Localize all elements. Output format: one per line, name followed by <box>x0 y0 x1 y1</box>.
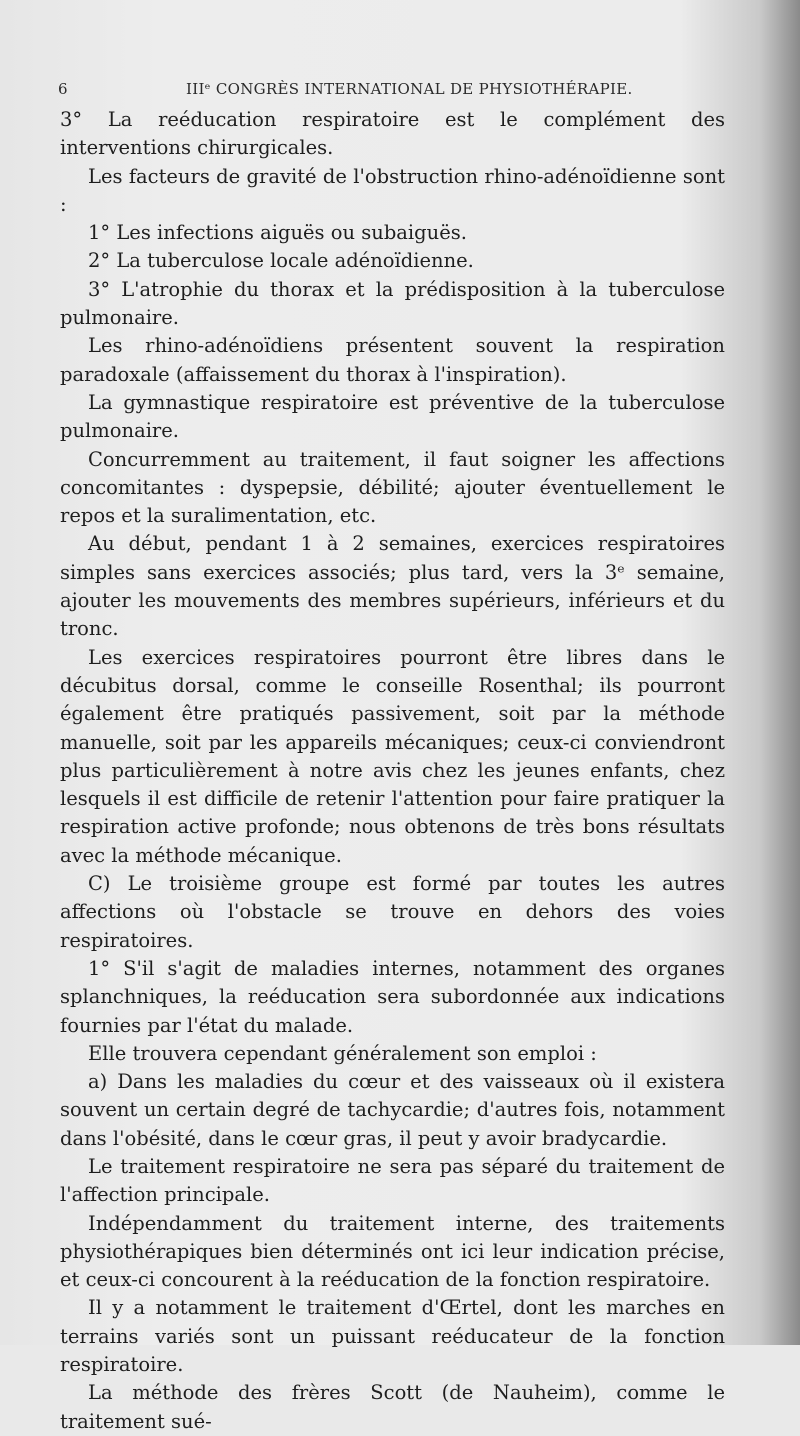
paragraph: Les facteurs de gravité de l'obstruction rhino-adénoïdienne sont : <box>60 164 725 216</box>
paragraph: La méthode des frères Scott (de Nauheim), comme le traitement sué- <box>60 1381 725 1433</box>
paragraph: Au début, pendant 1 à 2 semaines, exercices respiratoires simples sans exercices associés; plus tard, vers la 3ᵉ semaine, ajouter les mouvements des membres supérieurs, inférieurs et du tronc. <box>60 532 725 641</box>
paragraph: La gymnastique respiratoire est préventive de la tuberculose pulmonaire. <box>60 390 725 443</box>
paragraph: a) Dans les maladies du cœur et des vaisseaux où il existera souvent un certain degré de tachycardie; d'autres fois, notamment dans l'obésité, dans le cœur gras, il peut y avoir bradycardie. <box>60 1070 725 1150</box>
paragraph: Il y a notamment le traitement d'Œrtel, dont les marches en terrains variés sont un puissant reéducateur de la fonction respiratoire. <box>60 1296 725 1377</box>
paragraph: Elle trouvera cependant généralement son emploi : <box>88 1041 597 1065</box>
body-text <box>60 106 725 1436</box>
paragraph: Le traitement respiratoire ne sera pas séparé du traitement de l'affection principale. <box>60 1154 725 1207</box>
paragraph: 3° L'atrophie du thorax et la prédisposition à la tuberculose pulmonaire. <box>60 277 725 330</box>
paragraph: Les exercices respiratoires pourront être libres dans le décubitus dorsal, comme le conseille Rosenthal; ils pourront également être pratiqués passivement, soit par la méthode manuelle, soit par les appareils mécaniques; ceux-ci conviendront plus particulièrement à notre avis chez les jeunes enfants, chez lesquels il est difficile de retenir l'attention pour faire pratiquer la respiration active profonde; nous obtenons de très bons résultats avec la méthode mécanique. <box>60 645 725 867</box>
paragraph: Concurremment au traitement, il faut soigner les affections concomitantes : dyspepsie, débilité; ajouter éventuellement le repos et la suralimentation, etc. <box>60 447 725 528</box>
running-title: IIIᵉ CONGRÈS INTERNATIONAL DE PHYSIOTHÉRAPIE. <box>186 80 633 98</box>
paragraph: 2° La tuberculose locale adénoïdienne. <box>88 249 474 273</box>
paragraph: C) Le troisième groupe est formé par toutes les autres affections où l'obstacle se trouve en dehors des voies respiratoires. <box>60 872 725 952</box>
page-number: 6 <box>58 80 68 98</box>
paragraph: 3° La reéducation respiratoire est le complément des interventions chirurgicales. <box>60 108 725 160</box>
paragraph: 1° Les infections aiguës ou subaiguës. <box>88 221 467 245</box>
paragraph: Indépendamment du traitement interne, des traitements physiothérapiques bien déterminés ont ici leur indication précise, et ceux-ci concourent à la reéducation de la fonction respiratoire. <box>60 1211 725 1292</box>
paragraph: Les rhino-adénoïdiens présentent souvent la respiration paradoxale (affaissement du thorax à l'inspiration). <box>60 334 725 386</box>
paragraph: 1° S'il s'agit de maladies internes, notamment des organes splanchniques, la reéducation sera subordonnée aux indications fournies par l'état du malade. <box>60 956 725 1037</box>
